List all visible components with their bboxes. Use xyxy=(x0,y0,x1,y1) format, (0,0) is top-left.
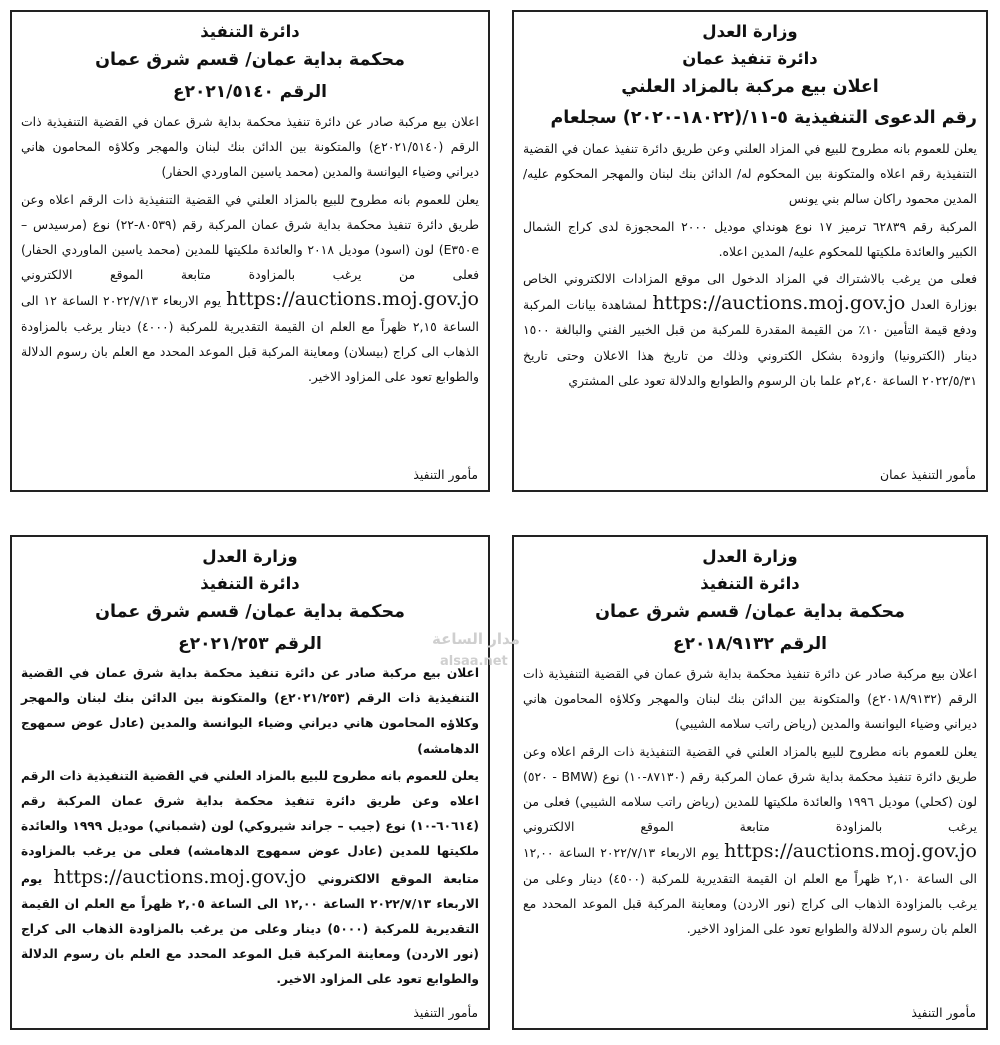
department-heading: دائرة التنفيذ xyxy=(200,22,300,41)
court-heading: محكمة بداية عمان/ قسم شرق عمان xyxy=(595,602,905,622)
reference-number: الرقم ٢٠٢١/٥١٤٠ع xyxy=(172,82,327,102)
auction-website-link[interactable]: https://auctions.moj.gov.jo xyxy=(226,288,479,311)
reference-number: الرقم ٢٠٢١/٢٥٣ع xyxy=(178,634,322,654)
paragraph-text: فعلى من يرغب بالاشتراك في المزاد الدخول الى موقع المزادات الالكتروني الخاص بوزارة العدل xyxy=(523,271,977,313)
notice-paragraph xyxy=(21,187,479,390)
reference-number: الرقم ٢٠١٨/٩١٣٢ع xyxy=(672,634,827,654)
ministry-heading: وزارة العدل xyxy=(702,547,798,566)
ministry-heading: وزارة العدل xyxy=(202,547,298,566)
ministry-heading: وزارة العدل xyxy=(702,22,798,41)
notice-east-amman-253 xyxy=(10,535,490,1030)
watermark-latin: alsaa.net xyxy=(440,654,508,669)
notice-east-amman-5140 xyxy=(10,10,490,492)
department-heading: دائرة التنفيذ xyxy=(200,574,300,593)
paragraph-text: يوم الاربعاء ٢٠٢٢/٧/١٣ الساعة ١٢,٠٠ الى الساعة ٢,٠٥ ظهراً مع العلم ان القيمة التقديرية للمركبة (٥٠٠٠) دينار وعلى من يرغب بالمزاودة الذهاب الى كراج (نور الاردن) ومعاينة المركبة قبل الموعد المحدد مع العلم بان رسوم الدلالة والطوابع تعود على المزاود الاخير. xyxy=(21,871,480,987)
notice-east-amman-9132 xyxy=(512,535,988,1030)
auction-website-link[interactable]: https://auctions.moj.gov.jo xyxy=(652,292,906,315)
auction-website-link[interactable]: https://auctions.moj.gov.jo xyxy=(53,865,307,888)
department-heading: دائرة تنفيذ عمان xyxy=(682,49,818,68)
notice-amman-auction xyxy=(512,10,988,492)
court-heading: محكمة بداية عمان/ قسم شرق عمان xyxy=(95,50,405,70)
notice-paragraph: اعلان بيع مركبة صادر عن دائرة تنفيذ محكمة بداية شرق عمان في القضية التنفيذية ذات الرقم (٢٠٢١/٥١٤٠ع) والمتكونة بين الدائن بنك لبنان والمهجر وكلاؤه المحامون هاني ديراني وضياء اليوانسة والمدين (محمد ياسين الماوردي الحفار) xyxy=(21,114,479,180)
department-heading: دائرة التنفيذ xyxy=(700,574,800,593)
notice-paragraph: اعلان بيع مركبة صادر عن دائرة تنفيذ محكمة بداية شرق عمان في القضية التنفيذية ذات الرقم (٢٠٢١/٢٥٣ع) والمتكونة بين الدائن بنك لبنان والمهجر وكلاؤه المحامون هاني ديراني وضياء اليوانسة والمدين (عادل عوض سمهوج الدهامشه) xyxy=(21,666,479,756)
notice-paragraph xyxy=(21,764,479,993)
notice-paragraph xyxy=(523,739,977,942)
paragraph-text: يعلن للعموم بانه مطروح للبيع بالمزاد العلني في القضية التنفيذية ذات الرقم اعلاه وعن طريق دائرة تنفيذ محكمة بداية شرق عمان المركبة رقم (٨٠٥٣٩-٢٢) نوع (مرسيدس – E٣٥٠e) لون (اسود) موديل ٢٠١٨ والعائدة ملكيتها للمدين (محمد ياسين الماوردي الحفار) فعلى من يرغب بالمزاودة متابعة الموقع الالكتروني xyxy=(21,191,479,283)
notice-paragraph: يعلن للعموم بانه مطروح للبيع في المزاد العلني وعن طريق دائرة تنفيذ عمان في القضية التنفيذية رقم اعلاه والمتكونة بين المحكوم له/ الدائن بنك لبنان والمهجر المحكوم عليه/ المدين محمود راكان سالم بني يونس xyxy=(523,141,977,207)
paragraph-text: يوم الاربعاء ٢٠٢٢/٧/١٣ الساعة ١٢,٠٠ الى الساعة ٢,١٠ ظهراً مع العلم ان القيمة التقديرية للمركبة (٤٥٠٠) دينار وعلى من يرغب بالمزاودة الذهاب الى كراج (نور الاردن) ومعاينة المركبة قبل الموعد المحدد مع العلم بان رسوم الدلالة والطوابع تعود على المزاود الاخير. xyxy=(523,845,977,937)
notice-paragraph xyxy=(523,266,977,393)
court-heading: محكمة بداية عمان/ قسم شرق عمان xyxy=(95,602,405,622)
paragraph-text: يوم الاربعاء ٢٠٢٢/٧/١٣ الساعة ١٢ الى الساعة ٢,١٥ ظهراً مع العلم ان القيمة التقديرية للمركبة (٤٠٠٠) دينار يرغب بالمزاودة الذهاب الى كراج (بيسلان) ومعاينة المركبة قبل الموعد المحدد مع العلم بان رسوم الدلالة والطوابع تعود على المزاود الاخير. xyxy=(21,293,479,385)
watermark-arabic: مدار الساعة xyxy=(432,630,520,648)
case-number: رقم الدعوى التنفيذية ٥-١١/(١٨٠٢٢-٢٠٢٠) سجلعام xyxy=(550,108,977,128)
signature: مأمور التنفيذ xyxy=(911,1005,976,1020)
notice-title: اعلان بيع مركبة بالمزاد العلني xyxy=(621,77,879,97)
paragraph-text: يعلن للعموم بانه مطروح للبيع بالمزاد العلني في القضية التنفيذية ذات الرقم اعلاه وعن طريق دائرة تنفيذ محكمة بداية شرق عمان المركبة رقم (٦٠٦١٤-١٠) نوع (جيب – جراند شيروكي) لون (شمباني) موديل ١٩٩٩ والعائدة ملكيتها للمدين (عادل عوض سمهوج الدهامشه) فعلى من يرغب بالمزاودة متابعة الموقع الالكتروني xyxy=(21,768,480,886)
notice-paragraph: اعلان بيع مركبة صادر عن دائرة تنفيذ محكمة بداية شرق عمان في القضية التنفيذية ذات الرقم (٢٠١٨/٩١٣٢ع) والمتكونة بين الدائن بنك لبنان والمهجر وكلاؤه المحامون هاني ديراني وضياء اليوانسة والمدين (رياض راتب سلامه الشيبي) xyxy=(523,666,978,732)
signature: مأمور التنفيذ عمان xyxy=(880,467,976,482)
signature: مأمور التنفيذ xyxy=(413,467,478,482)
notice-paragraph: المركبة رقم ٦٢٨٣٩ ترميز ١٧ نوع هونداي موديل ٢٠٠٠ المحجوزة لدى كراج الشمال الكبير والعائدة ملكيتها للمحكوم عليه/ المدين اعلاه. xyxy=(523,218,977,259)
auction-website-link[interactable]: https://auctions.moj.gov.jo xyxy=(724,840,977,863)
paragraph-text: يعلن للعموم بانه مطروح للبيع بالمزاد العلني في القضية التنفيذية ذات الرقم اعلاه وعن طريق دائرة تنفيذ محكمة بداية شرق عمان المركبة رقم (٨٧١٣٠-١٠) نوع (BMW - ٥٢٠) لون (كحلي) موديل ١٩٩٦ والعائدة ملكيتها للمدين (رياض راتب سلامه الشيبي) فعلى من يرغب بالمزاودة متابعة الموقع الالكتروني xyxy=(523,743,977,835)
paragraph-text: لمشاهدة بيانات المركبة ودفع قيمة التأمين ١٠٪ من القيمة المقدرة للمركبة من قبل الخبير الفني والبالغة ١٥٠٠ دينار (الكترونيا) وازودة بشكل الكتروني وذلك من تاريخ هذا الاعلان وحتى تاريخ ٢٠٢٢/٥/٣١ الساعة ٢,٤٠م علما بان الرسوم والطوابع والدلالة تعود على المشتري xyxy=(523,297,977,388)
signature: مأمور التنفيذ xyxy=(413,1005,478,1020)
